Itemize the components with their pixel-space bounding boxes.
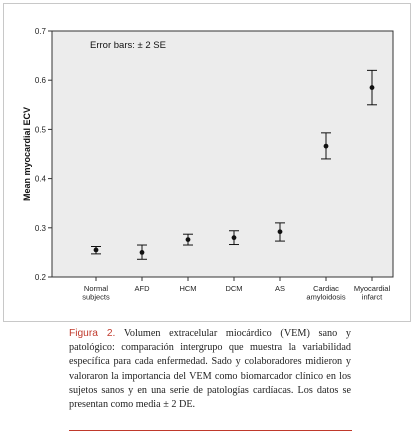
mean-point xyxy=(140,250,145,255)
x-tick-label: subjects xyxy=(82,292,110,302)
y-axis xyxy=(35,27,52,282)
mean-point xyxy=(278,229,283,234)
x-tick-label: amyloidosis xyxy=(306,292,346,302)
y-tick-label: 0.5 xyxy=(34,125,46,135)
x-tick-label: Cardiac xyxy=(313,284,339,293)
x-tick-label: infarct xyxy=(361,292,383,302)
x-tick-label: DCM xyxy=(225,284,243,293)
y-axis-label: Mean myocardial ECV xyxy=(22,106,32,202)
x-tick-label: AS xyxy=(274,284,286,293)
y-tick-label: 0.7 xyxy=(34,27,46,36)
mean-point xyxy=(370,85,375,90)
y-tick-label: 0.3 xyxy=(34,223,46,233)
y-tick-label: 0.6 xyxy=(34,76,46,86)
figure-caption xyxy=(69,327,351,412)
y-tick-label: 0.2 xyxy=(34,273,46,282)
error-bar-chart xyxy=(4,4,410,321)
x-tick-label: Normal xyxy=(83,284,109,293)
plot-area xyxy=(52,31,393,277)
x-tick-label: HCM xyxy=(179,284,197,293)
x-tick-label: AFD xyxy=(134,284,150,293)
mean-point xyxy=(186,237,191,242)
caption-text: Volumen extracelular miocárdico (VEM) sano y patológico: comparación intergrupo que muestra la variabilidad específica para cada enfermedad. Sado y colaboradores midieron y valoraron la importancia del VEM como biomarcador clínico en los sujetos sanos y en una serie de patologías cardíacas. Los datos se presentan como media ± 2 DE. xyxy=(69,328,352,411)
y-tick-label: 0.4 xyxy=(34,174,46,184)
mean-point xyxy=(232,235,237,240)
figure-frame xyxy=(3,3,411,322)
mean-point xyxy=(324,144,329,149)
caption-rule xyxy=(69,430,352,431)
x-tick-label: Myocardial xyxy=(353,284,391,293)
x-axis xyxy=(82,277,390,302)
caption-label: Figura 2. xyxy=(69,328,116,339)
error-bars-annotation: Error bars: ± 2 SE xyxy=(90,40,166,51)
mean-point xyxy=(94,248,99,253)
